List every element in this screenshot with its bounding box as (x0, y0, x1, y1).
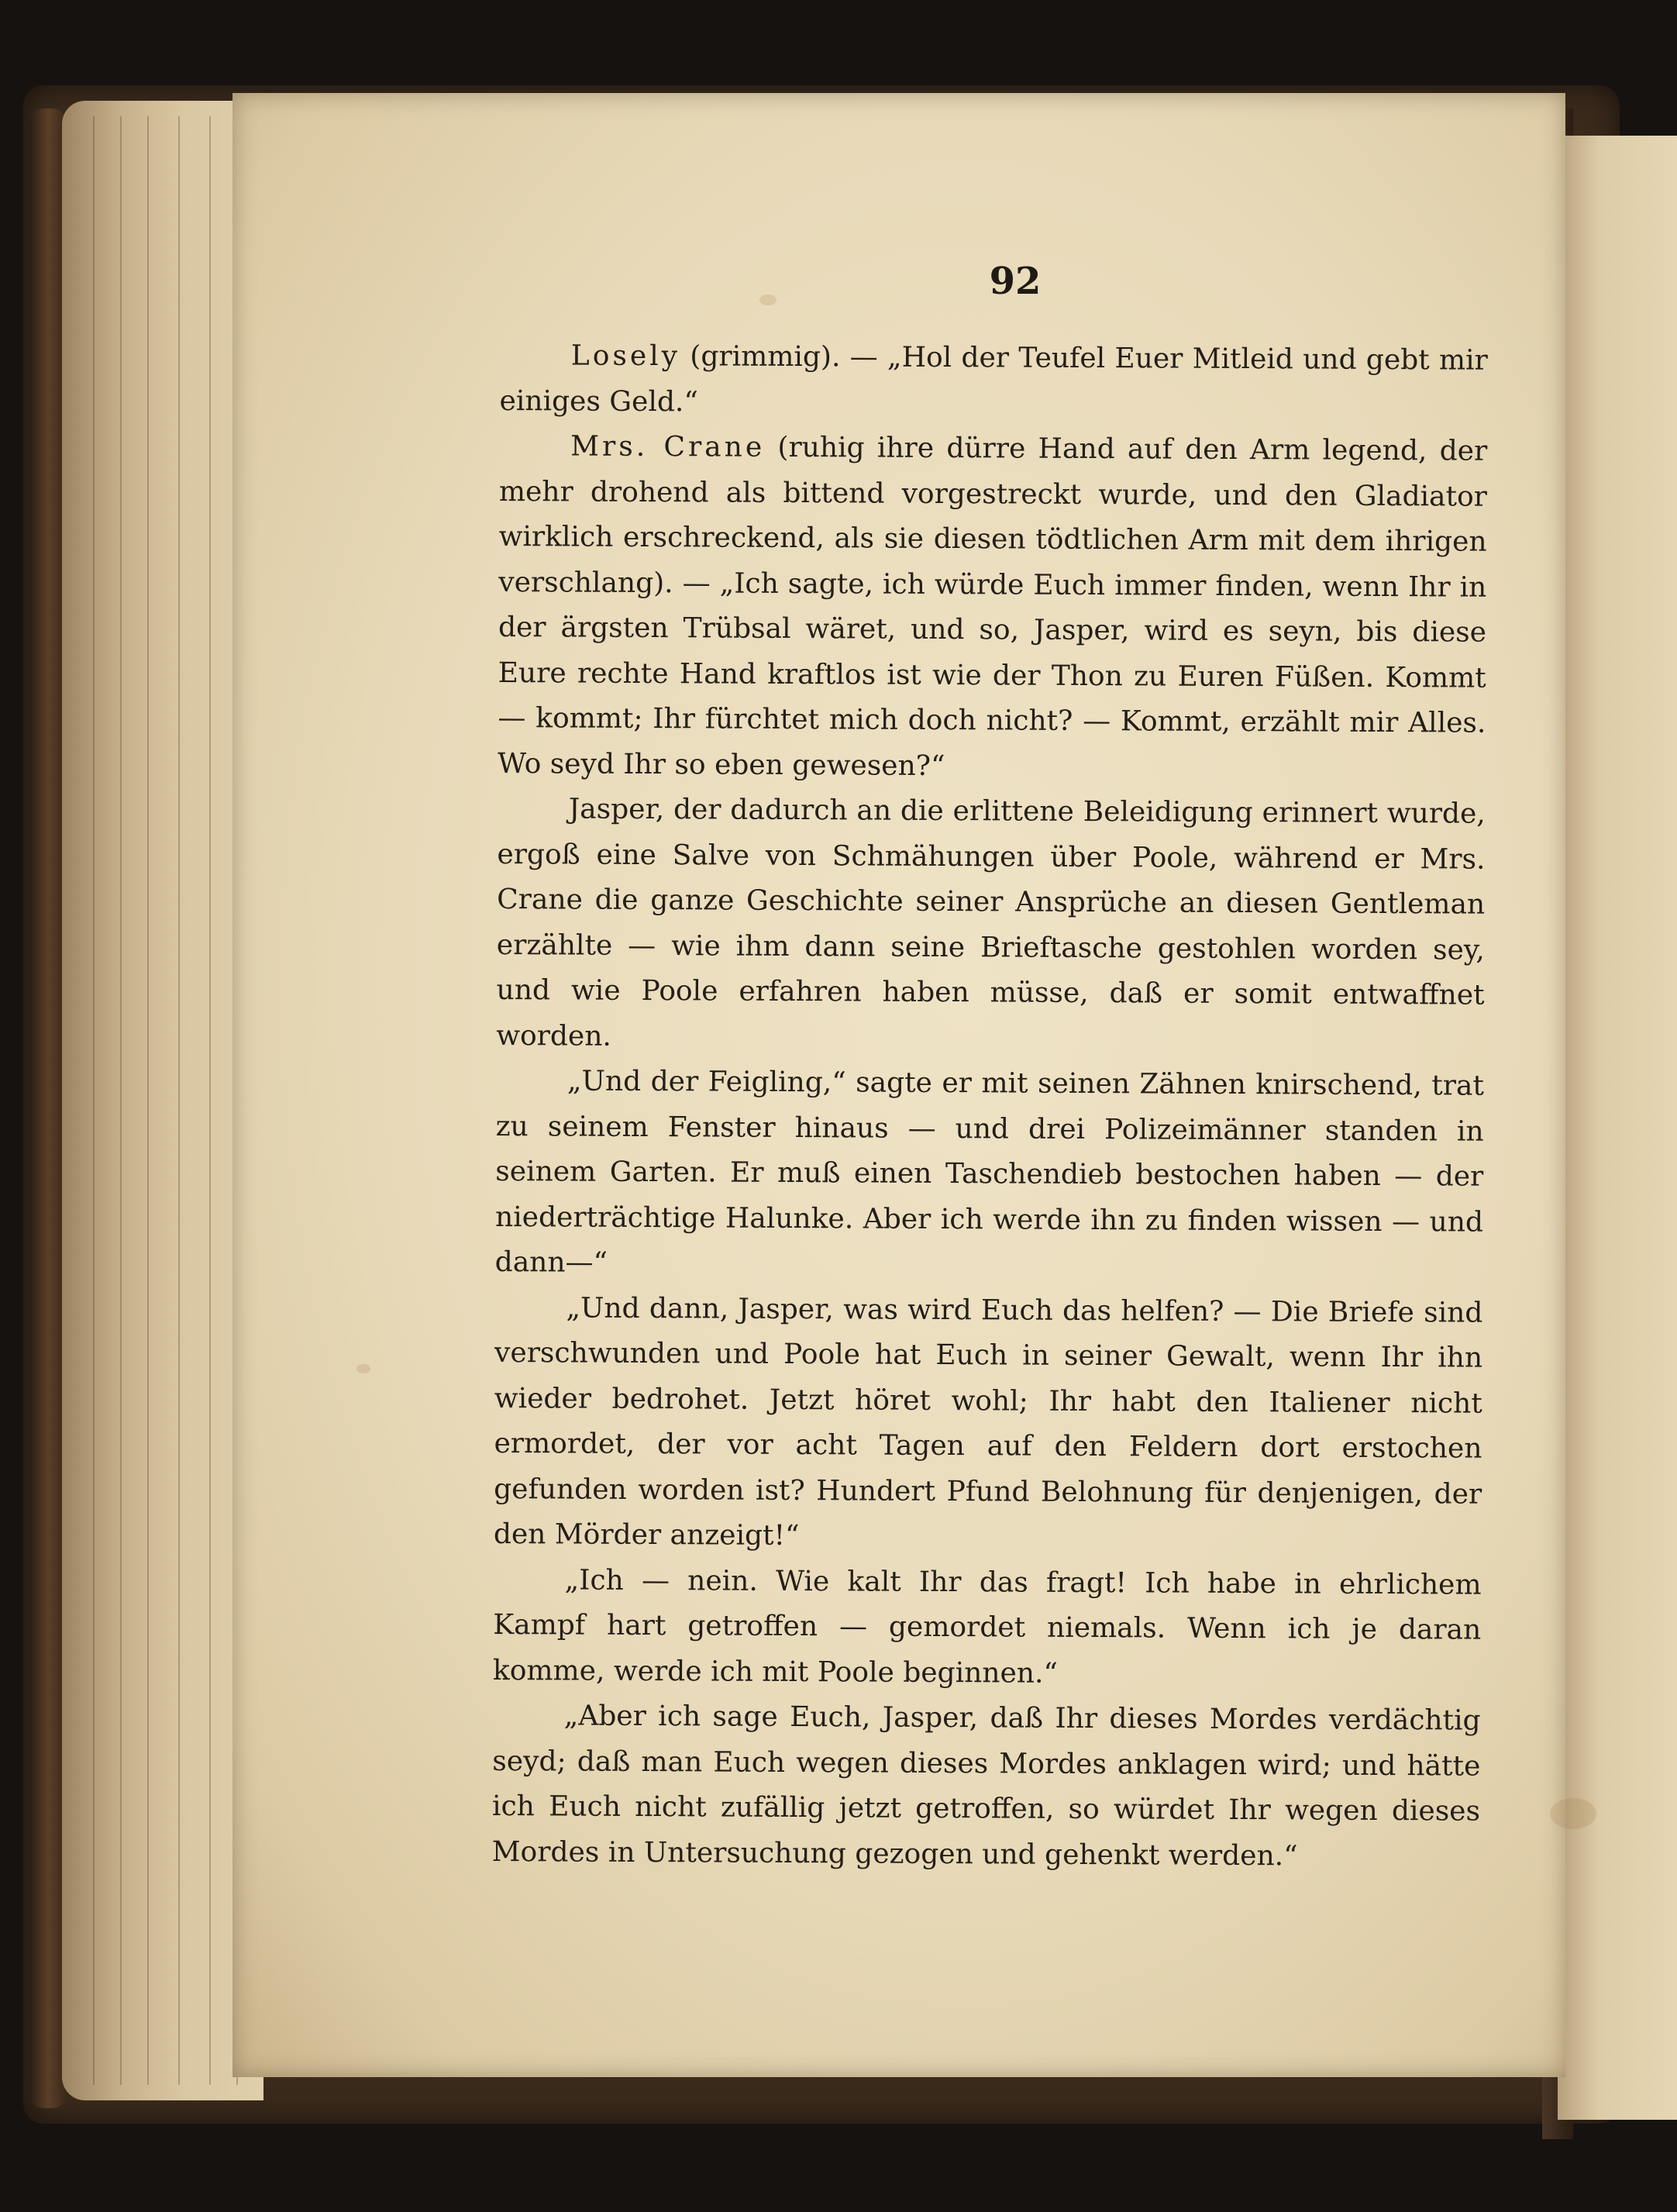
speaker-name: Mrs. Crane (570, 430, 766, 463)
page-number: 92 (989, 260, 1042, 303)
paragraph: „Aber ich sage Euch, Jasper, daß Ihr dieses Mordes verdächtig seyd; daß man Euch wegen dieses Mordes anklagen wird; und hätte ich Euch nicht zufällig jetzt getroffen, so würdet Ihr wegen dieses Mordes in Untersuchung gezogen und gehenkt werden.“ (491, 1700, 1481, 1872)
paragraph-text: (grimmig). — „Hol der Teufel Euer Mitleid und gebt mir einiges Geld.“ (499, 340, 1488, 418)
page-body (492, 333, 1488, 1880)
speaker-name: Losely (570, 339, 681, 373)
paragraph: Jasper, der dadurch an die erlittene Beleidigung erinnert wurde, ergoß eine Salve von Schmähungen über Poole, während er Mrs. Crane die ganze Geschichte seiner Ansprüche an diesen Gentleman erzählte — wie ihm dann seine Brieftasche gestohlen worden sey, und wie Poole erfahren haben müsse, daß er somit entwaffnet worden. (496, 793, 1486, 1053)
paragraph: „Und dann, Jasper, was wird Euch das helfen? — Die Briefe sind verschwunden und Poole hat Euch in seiner Gewalt, wenn Ihr ihn wieder bedrohet. Jetzt höret wohl; Ihr habt den Italiener nicht ermordet, der vor acht Tagen auf den Feldern dort erstochen gefunden worden ist? Hundert Pfund Belohnung für denjenigen, der den Mörder anzeigt!“ (493, 1291, 1483, 1552)
paragraph: „Ich — nein. Wie kalt Ihr das fragt! Ich habe in ehrlichem Kampf hart getroffen — gemordet niemals. Wenn ich je daran komme, werde ich mit Poole beginnen.“ (492, 1563, 1482, 1690)
paragraph-text: (ruhig ihre dürre Hand auf den Arm legend, der mehr drohend als bittend vorgestreckt wurde, und den Gladiator wirklich erschreckend, als sie diesen tödtlichen Arm mit dem ihrigen verschlang). — „Ich sagte, ich würde Euch immer finden, wenn Ihr in der ärgsten Trübsal wäret, und so, Jasper, wird es seyn, bis diese Eure rechte Hand kraftlos ist wie der Thon zu Euren Füßen. Kommt — kommt; Ihr fürchtet mich doch nicht? — Kommt, erzählt mir Alles. Wo seyd Ihr so eben gewesen?“ (497, 431, 1488, 782)
paragraph (499, 333, 1488, 429)
paragraph: „Und der Feigling,“ sagte er mit seinen Zähnen knirschend, trat zu seinem Fenster hinaus — und drei Polizeimänner standen in seinem Garten. Er muß einen Taschendieb bestochen haben — der niederträchtige Halunke. Aber ich werde ihn zu finden wissen — und dann—“ (494, 1065, 1485, 1279)
book-spine (29, 109, 67, 2108)
paragraph (498, 424, 1487, 792)
